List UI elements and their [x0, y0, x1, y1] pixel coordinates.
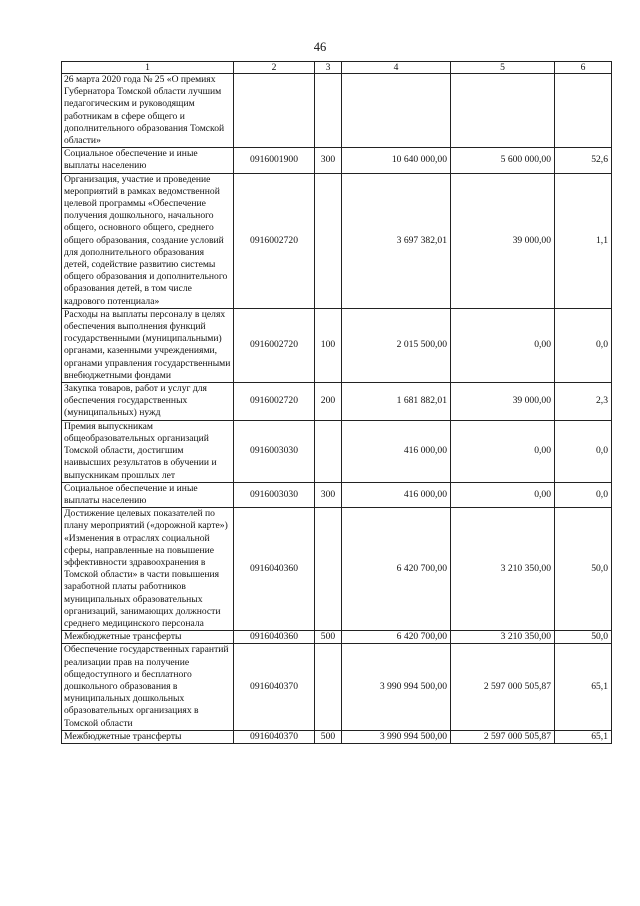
row-percent-cell: 65,1 — [555, 730, 612, 743]
table-row — [62, 308, 612, 382]
row-plan-cell — [342, 74, 451, 148]
table-header-row — [62, 62, 612, 74]
row-name-cell: Социальное обеспечение и иные выплаты населению — [62, 148, 234, 173]
page-number: 46 — [313, 40, 327, 54]
row-type-cell: 200 — [315, 383, 342, 421]
row-type-cell: 300 — [315, 482, 342, 507]
row-type-cell: 500 — [315, 631, 342, 644]
row-code-cell: 0916003030 — [234, 482, 315, 507]
row-type-cell — [315, 644, 342, 730]
row-plan-cell: 6 420 700,00 — [342, 631, 451, 644]
row-percent-cell: 65,1 — [555, 644, 612, 730]
row-percent-cell: 50,0 — [555, 508, 612, 631]
row-plan-cell: 416 000,00 — [342, 482, 451, 507]
row-name-cell: Социальное обеспечение и иные выплаты населению — [62, 482, 234, 507]
row-fact-cell: 5 600 000,00 — [451, 148, 555, 173]
row-code-cell: 0916040360 — [234, 508, 315, 631]
row-name-cell: Расходы на выплаты персоналу в целях обеспечения выполнения функций государственными (муниципальными) органами, казенными учреждениями, органами управления государственными внебюджетными фондами — [62, 308, 234, 382]
row-code-cell: 0916002720 — [234, 308, 315, 382]
row-fact-cell: 39 000,00 — [451, 173, 555, 308]
row-plan-cell: 10 640 000,00 — [342, 148, 451, 173]
row-name-cell: Обеспечение государственных гарантий реализации прав на получение общедоступного и бесплатного дошкольного образования в муниципальных дошкольных образовательных организациях в Томской области — [62, 644, 234, 730]
row-fact-cell: 0,00 — [451, 308, 555, 382]
row-plan-cell: 3 990 994 500,00 — [342, 644, 451, 730]
row-name-cell: Закупка товаров, работ и услуг для обеспечения государственных (муниципальных) нужд — [62, 383, 234, 421]
table-row — [62, 173, 612, 308]
row-plan-cell: 3 990 994 500,00 — [342, 730, 451, 743]
row-code-cell: 0916002720 — [234, 173, 315, 308]
row-type-cell — [315, 508, 342, 631]
table-row — [62, 631, 612, 644]
row-fact-cell: 0,00 — [451, 482, 555, 507]
row-fact-cell: 2 597 000 505,87 — [451, 730, 555, 743]
row-type-cell: 300 — [315, 148, 342, 173]
row-code-cell: 0916001900 — [234, 148, 315, 173]
row-percent-cell: 50,0 — [555, 631, 612, 644]
row-percent-cell: 2,3 — [555, 383, 612, 421]
row-code-cell: 0916040370 — [234, 730, 315, 743]
row-percent-cell: 0,0 — [555, 420, 612, 482]
row-fact-cell: 2 597 000 505,87 — [451, 644, 555, 730]
row-code-cell: 0916040370 — [234, 644, 315, 730]
budget-table — [61, 61, 612, 744]
row-name-cell: 26 марта 2020 года № 25 «О премиях Губернатора Томской области лучшим педагогическим и руководящим работникам в сфере общего и дополнительного образования Томской области» — [62, 74, 234, 148]
column-header: 3 — [315, 62, 342, 74]
table-row — [62, 644, 612, 730]
row-type-cell — [315, 74, 342, 148]
row-name-cell: Межбюджетные трансферты — [62, 730, 234, 743]
column-header: 2 — [234, 62, 315, 74]
table-row — [62, 74, 612, 148]
row-percent-cell: 52,6 — [555, 148, 612, 173]
row-plan-cell: 416 000,00 — [342, 420, 451, 482]
row-plan-cell: 6 420 700,00 — [342, 508, 451, 631]
row-code-cell — [234, 74, 315, 148]
row-percent-cell: 0,0 — [555, 482, 612, 507]
row-plan-cell: 1 681 882,01 — [342, 383, 451, 421]
table-row — [62, 148, 612, 173]
column-header: 5 — [451, 62, 555, 74]
row-type-cell: 500 — [315, 730, 342, 743]
column-header: 6 — [555, 62, 612, 74]
row-name-cell: Достижение целевых показателей по плану мероприятий («дорожной карте») «Изменения в отраслях социальной сферы, направленные на повышение эффективности здравоохранения в Томской области» в части повышения заработной платы работников муниципальных образовательных организаций, занимающих должности среднего медицинского персонала — [62, 508, 234, 631]
table-row — [62, 383, 612, 421]
row-type-cell: 100 — [315, 308, 342, 382]
column-header: 1 — [62, 62, 234, 74]
row-name-cell: Межбюджетные трансферты — [62, 631, 234, 644]
row-percent-cell — [555, 74, 612, 148]
row-plan-cell: 3 697 382,01 — [342, 173, 451, 308]
table-row — [62, 482, 612, 507]
row-type-cell — [315, 173, 342, 308]
row-fact-cell — [451, 74, 555, 148]
column-header: 4 — [342, 62, 451, 74]
row-code-cell: 0916002720 — [234, 383, 315, 421]
row-percent-cell: 0,0 — [555, 308, 612, 382]
row-fact-cell: 0,00 — [451, 420, 555, 482]
row-fact-cell: 39 000,00 — [451, 383, 555, 421]
row-name-cell: Организация, участие и проведение мероприятий в рамках ведомственной целевой программы «Обеспечение получения дошкольного, начального общего, основного общего, среднего общего образования, создание условий для дополнительного образования детей, содействие развитию системы общего образования и дополнительного образования детей, в том числе кадрового потенциала» — [62, 173, 234, 308]
row-plan-cell: 2 015 500,00 — [342, 308, 451, 382]
table-row — [62, 730, 612, 743]
row-code-cell: 0916003030 — [234, 420, 315, 482]
table-row — [62, 420, 612, 482]
table-row — [62, 508, 612, 631]
row-percent-cell: 1,1 — [555, 173, 612, 308]
row-type-cell — [315, 420, 342, 482]
row-fact-cell: 3 210 350,00 — [451, 508, 555, 631]
row-name-cell: Премия выпускникам общеобразовательных организаций Томской области, достигшим наивысших результатов в обучении и выпускникам прошлых лет — [62, 420, 234, 482]
row-fact-cell: 3 210 350,00 — [451, 631, 555, 644]
row-code-cell: 0916040360 — [234, 631, 315, 644]
